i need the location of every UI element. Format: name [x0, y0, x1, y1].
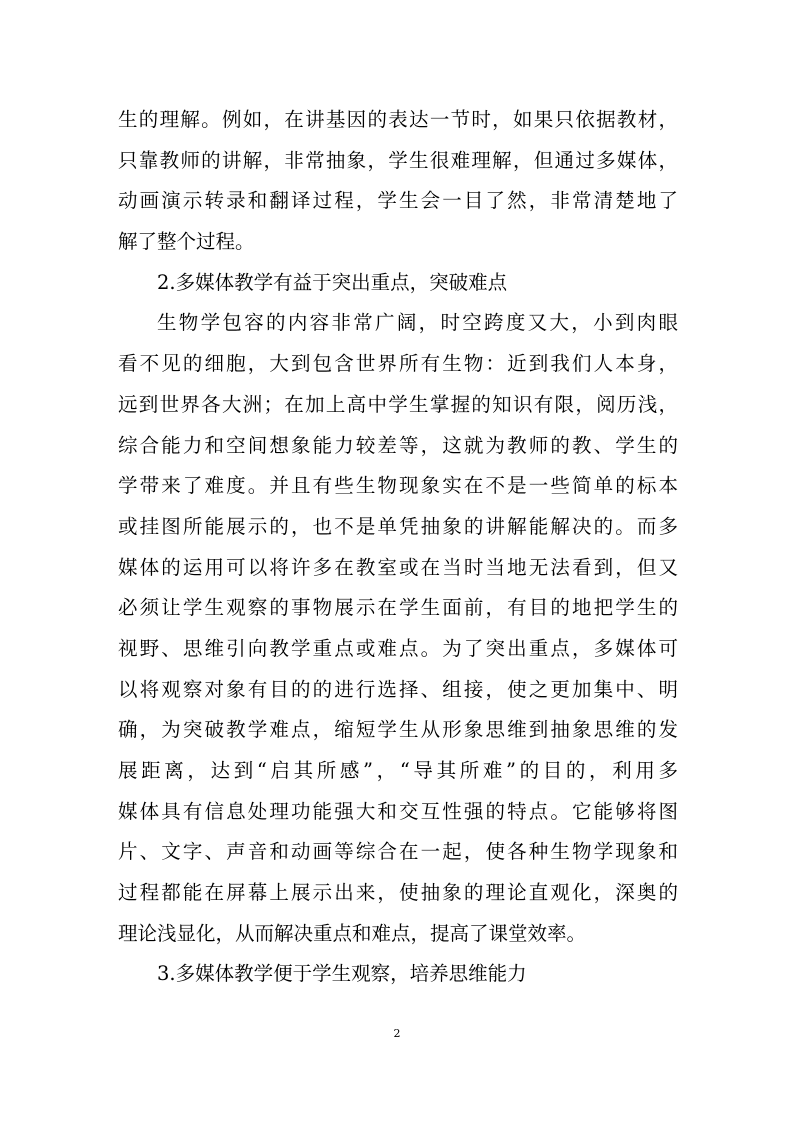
paragraph-2-line-2: 看不见的细胞，大到包含世界所有生物：近到我们人本身，	[118, 352, 678, 376]
paragraph-2-line-10: 以将观察对象有目的的进行选择、组接，使之更加集中、明	[118, 677, 678, 701]
section-heading-3: 3.多媒体教学便于学生观察，培养思维能力	[157, 962, 527, 986]
paragraph-1-line-3: 动画演示转录和翻译过程，学生会一目了然，非常清楚地了	[118, 189, 678, 213]
paragraph-1-line-4: 解了整个过程。	[118, 230, 255, 254]
paragraph-2-line-16: 理论浅显化，从而解决重点和难点，提高了课堂效率。	[118, 921, 587, 945]
paragraph-2-line-13: 媒体具有信息处理功能强大和交互性强的特点。它能够将图	[118, 799, 678, 823]
paragraph-1-line-2: 只靠教师的讲解，非常抽象，学生很难理解，但通过多媒体，	[118, 148, 678, 172]
paragraph-2-line-1: 生物学包容的内容非常广阔，时空跨度又大，小到肉眼	[157, 311, 678, 335]
paragraph-2-line-4: 综合能力和空间想象能力较差等，这就为教师的教、学生的	[118, 433, 678, 457]
paragraph-2-line-7: 媒体的运用可以将许多在教室或在当时当地无法看到，但又	[118, 555, 678, 579]
paragraph-2-line-6: 或挂图所能展示的，也不是单凭抽象的讲解能解决的。而多	[118, 514, 678, 538]
paragraph-1-line-1: 生的理解。例如，在讲基因的表达一节时，如果只依据教材，	[118, 108, 678, 131]
body-text	[118, 100, 678, 995]
paragraph-2-line-9: 视野、思维引向教学重点或难点。为了突出重点，多媒体可	[118, 636, 678, 660]
paragraph-2-line-14: 片、文字、声音和动画等综合在一起，使各种生物学现象和	[118, 840, 678, 864]
page-number: 2	[393, 1027, 401, 1040]
paragraph-2-line-11: 确，为突破教学难点，缩短学生从形象思维到抽象思维的发	[118, 718, 678, 742]
paragraph-2-line-15: 过程都能在屏幕上展示出来，使抽象的理论直观化，深奥的	[118, 881, 678, 905]
paragraph-2-line-8: 必须让学生观察的事物展示在学生面前，有目的地把学生的	[118, 596, 678, 620]
paragraph-2-line-5: 学带来了难度。并且有些生物现象实在不是一些简单的标本	[118, 474, 678, 498]
paragraph-2-line-3: 远到世界各大洲；在加上高中学生掌握的知识有限，阅历浅，	[118, 392, 678, 416]
paragraph-2-line-12: 展距离，达到“启其所感”，“导其所难”的目的，利用多	[118, 759, 678, 782]
section-heading-2: 2.多媒体教学有益于突出重点，突破难点	[157, 270, 508, 294]
